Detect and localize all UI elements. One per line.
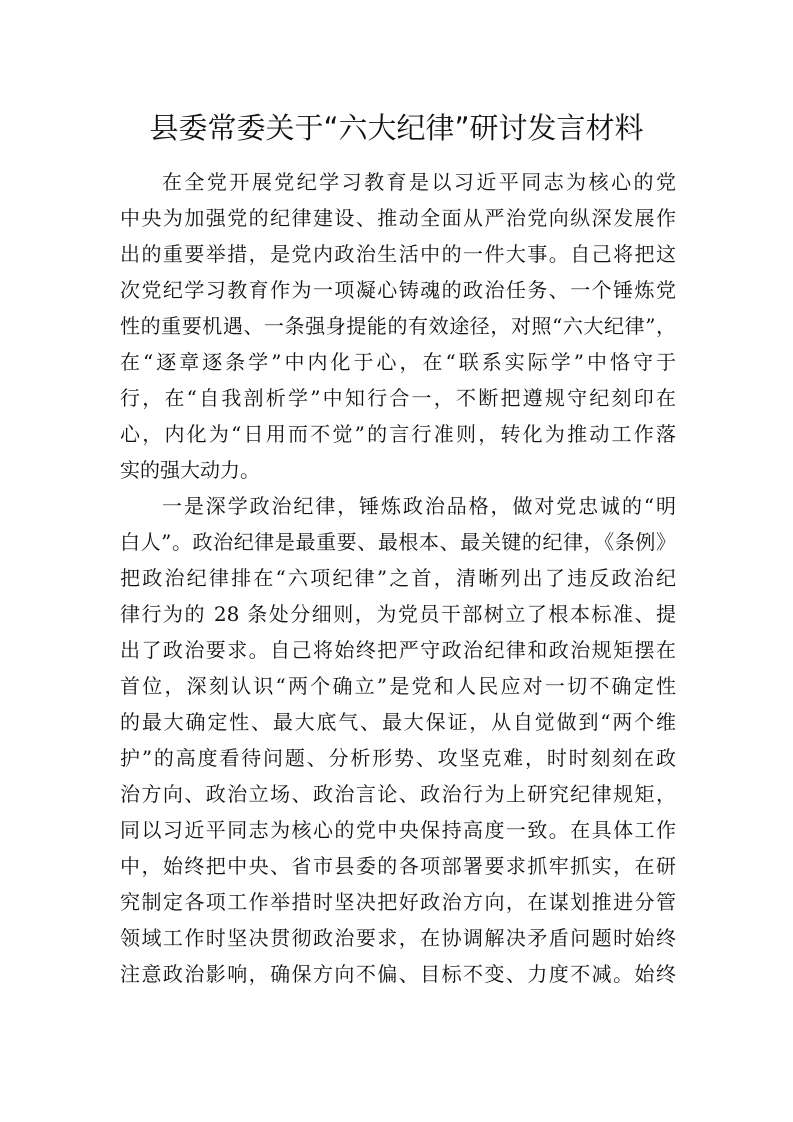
text-line: 把政治纪律排在“六项纪律”之首，清晰列出了违反政治纪 xyxy=(120,566,676,590)
text-line: 律行为的 28 条处分细则，为党员干部树立了根本标准、提 xyxy=(120,602,676,626)
text-line: 次党纪学习教育作为一项凝心铸魂的政治任务、一个锤炼党 xyxy=(120,278,676,302)
text-line: 在“逐章逐条学”中内化于心，在“联系实际学”中恪守于 xyxy=(120,350,676,374)
text-line: 的最大确定性、最大底气、最大保证，从自觉做到“两个维 xyxy=(120,710,676,734)
document-body xyxy=(120,164,676,992)
text-line: 中，始终把中央、省市县委的各项部署要求抓牢抓实，在研 xyxy=(120,854,676,878)
paragraph-intro xyxy=(120,164,676,488)
text-line: 护”的高度看待问题、分析形势、攻坚克难，时时刻刻在政 xyxy=(120,746,676,770)
text-line: 心，内化为“日用而不觉”的言行准则，转化为推动工作落 xyxy=(120,422,676,446)
text-line: 治方向、政治立场、政治言论、政治行为上研究纪律规矩， xyxy=(120,782,676,806)
text-line: 中央为加强党的纪律建设、推动全面从严治党向纵深发展作 xyxy=(120,206,676,230)
text-line: 白人”。政治纪律是最重要、最根本、最关键的纪律，《条例》 xyxy=(120,530,676,554)
text-line: 究制定各项工作举措时坚决把好政治方向，在谋划推进分管 xyxy=(120,890,676,914)
text-line: 注意政治影响，确保方向不偏、目标不变、力度不减。始终 xyxy=(120,962,676,986)
text-line: 实的强大动力。 xyxy=(120,458,260,482)
text-line: 一是深学政治纪律，锤炼政治品格，做对党忠诚的“明 xyxy=(162,494,676,518)
text-line: 领域工作时坚决贯彻政治要求，在协调解决矛盾问题时始终 xyxy=(120,926,676,950)
text-line: 首位，深刻认识“两个确立”是党和人民应对一切不确定性 xyxy=(120,674,676,698)
paragraph-political-discipline xyxy=(120,488,676,992)
document-title: 县委常委关于“六大纪律”研讨发言材料 xyxy=(149,111,644,145)
text-line: 同以习近平同志为核心的党中央保持高度一致。在具体工作 xyxy=(120,818,676,842)
text-line: 出的重要举措，是党内政治生活中的一件大事。自己将把这 xyxy=(120,242,676,266)
text-line: 在全党开展党纪学习教育是以习近平同志为核心的党 xyxy=(162,170,676,194)
text-line: 出了政治要求。自己将始终把严守政治纪律和政治规矩摆在 xyxy=(120,638,676,662)
text-line: 行，在“自我剖析学”中知行合一，不断把遵规守纪刻印在 xyxy=(120,386,676,410)
text-line: 性的重要机遇、一条强身提能的有效途径，对照“六大纪律”， xyxy=(120,314,676,338)
